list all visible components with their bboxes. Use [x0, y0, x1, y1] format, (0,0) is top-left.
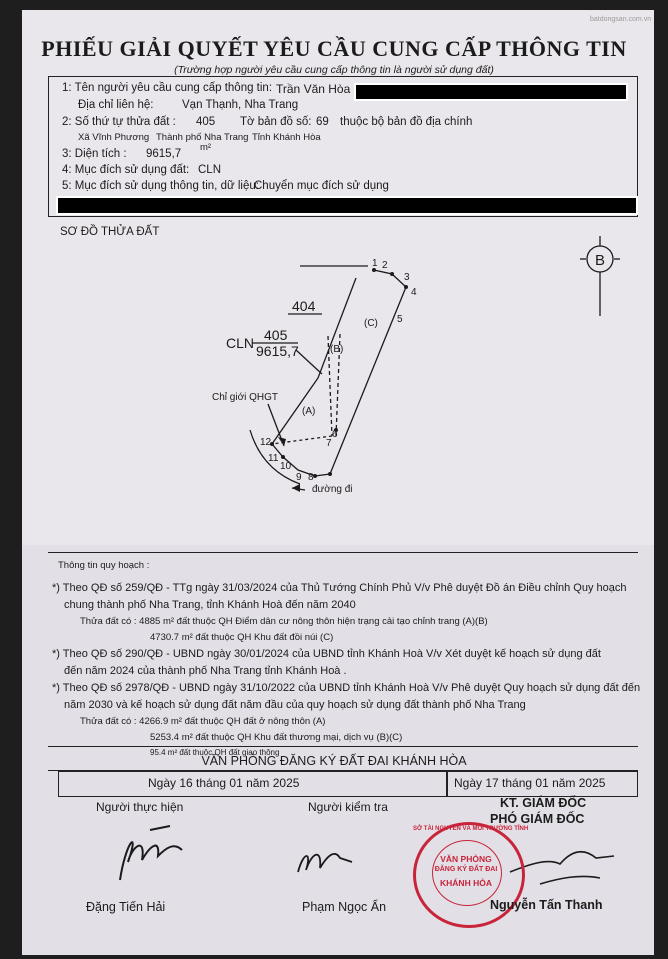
- decision-259-area-b: 4730.7 m² đất thuộc QH Khu đất đồi núi (C): [150, 632, 334, 643]
- parcel-area-label: 9615,7: [256, 343, 299, 359]
- vertex-8: 8: [308, 472, 314, 483]
- office-name: VĂN PHÒNG ĐĂNG KÝ ĐẤT ĐAI KHÁNH HÒA: [201, 754, 467, 768]
- director-role-line2: PHÓ GIÁM ĐỐC: [490, 812, 585, 826]
- diagram-section-label: SƠ ĐỒ THỬA ĐẤT: [60, 226, 160, 238]
- stamp-line-1: VĂN PHÒNG: [440, 854, 492, 864]
- director-role-line1: KT. GIÁM ĐỐC: [500, 796, 587, 810]
- land-use-value: CLN: [198, 164, 222, 176]
- vertex-7: 7: [326, 438, 332, 449]
- performer-signature: [120, 826, 182, 880]
- decision-2978-area-c: 95.4 m² đất thuộc QH đất giao thông: [150, 748, 280, 757]
- vertex-10: 10: [280, 461, 292, 472]
- city-text: Thành phố Nha Trang: [156, 132, 249, 143]
- address-label: Địa chỉ liên hệ:: [78, 99, 154, 111]
- zone-b-label: (B): [330, 344, 344, 355]
- checker-role: Người kiểm tra: [308, 800, 388, 814]
- decision-2978-line2: năm 2030 và kế hoạch sử dụng đất năm đầu của quy hoạch sử dụng đất thành phố Nha Trang: [64, 699, 526, 711]
- stamp-ring-text: SỞ TÀI NGUYÊN VÀ MÔI TRƯỜNG TỈNH: [413, 826, 529, 832]
- decision-290-line1: *) Theo QĐ số 290/QĐ - UBND ngày 30/01/2024 của UBND tỉnh Khánh Hoà V/v Xét duyệt kế hoạch sử dụng đất: [52, 648, 601, 660]
- map-sheet-label: Tờ bản đồ số:: [240, 116, 312, 128]
- vertex-1: 1: [372, 258, 378, 269]
- requester-name: Trần Văn Hòa: [276, 82, 351, 96]
- document-title: PHIẾU GIẢI QUYẾT YÊU CẦU CUNG CẤP THÔNG TIN: [41, 36, 627, 61]
- decision-290-line2: đến năm 2024 của thành phố Nha Trang tỉnh Khánh Hoà .: [64, 665, 347, 677]
- checker-signature: [298, 854, 352, 872]
- field-4-label: 4: Mục đích sử dụng đất:: [62, 164, 190, 176]
- area-value: 9615,7: [146, 148, 182, 160]
- vertex-5: 5: [397, 314, 403, 325]
- vertex-6: 6: [332, 429, 338, 440]
- parcel-number-value: 405: [196, 116, 216, 128]
- parcel-code-cln: CLN: [226, 335, 255, 351]
- decision-259-line2: chung thành phố Nha Trang, tỉnh Khánh Hoà đến năm 2040: [64, 599, 356, 611]
- checker-name: Phạm Ngọc Ẩn: [302, 900, 387, 914]
- decision-259-line1: *) Theo QĐ số 259/QĐ - TTg ngày 31/03/2024 của Thủ Tướng Chính Phủ V/v Phê duyệt Đồ án Điều chỉnh Quy hoạch: [52, 582, 627, 594]
- performer-role: Người thực hiện: [96, 800, 184, 814]
- vertex-3: 3: [404, 272, 410, 283]
- field-3-label: 3: Diện tích :: [62, 148, 127, 160]
- area-unit: m²: [200, 142, 212, 153]
- map-sheet-suffix: thuộc bộ bản đồ địa chính: [340, 116, 473, 128]
- compass-letter: B: [594, 252, 606, 269]
- qhgt-label: Chỉ giới QHGT: [212, 392, 279, 403]
- vertex-2: 2: [382, 260, 388, 271]
- zone-a-label: (A): [302, 406, 316, 417]
- field-5-label: 5: Mục đích sử dụng thông tin, dữ liệu:: [62, 180, 259, 192]
- ward-text: Xã Vĩnh Phương: [78, 132, 150, 143]
- field-2-label: 2: Số thứ tự thửa đất :: [62, 116, 176, 128]
- official-stamp-inner: [432, 840, 502, 906]
- date-left: Ngày 16 tháng 01 năm 2025: [148, 776, 300, 790]
- director-signature: [510, 852, 614, 884]
- decision-2978-area-a: Thửa đất có : 4266.9 m² đất thuộc QH đất ở nông thôn (A): [80, 716, 326, 727]
- map-sheet-value: 69: [316, 116, 329, 128]
- stamp-line-2: ĐĂNG KÝ ĐẤT ĐAI: [434, 866, 498, 873]
- field-1-label: 1: Tên người yêu cầu cung cấp thông tin:: [62, 82, 273, 94]
- vertex-12: 12: [260, 437, 272, 448]
- director-name: Nguyễn Tấn Thanh: [490, 898, 603, 912]
- road-label: đường đi: [312, 484, 353, 495]
- province-text: Tỉnh Khánh Hòa: [252, 132, 321, 143]
- vertex-9: 9: [296, 472, 302, 483]
- parcel-number-405: 405: [264, 327, 288, 343]
- vertex-4: 4: [411, 287, 417, 298]
- watermark: batdongsan.com.vn: [590, 16, 652, 23]
- planning-heading: Thông tin quy hoạch :: [58, 560, 150, 571]
- decision-2978-line1: *) Theo QĐ số 2978/QĐ - UBND ngày 31/10/2022 của UBND tỉnh Khánh Hoà V/v Phê duyệt Quy hoạch sử dụng đất đến: [52, 682, 641, 694]
- vertex-11: 11: [268, 453, 279, 464]
- decision-2978-area-b: 5253.4 m² đất thuộc QH Khu đất thương mại, dịch vụ (B)(C): [150, 732, 403, 743]
- performer-name: Đặng Tiến Hải: [86, 900, 166, 914]
- decision-259-area-a: Thửa đất có : 4885 m² đất thuộc QH Điểm dân cư nông thôn hiện trạng cải tạo chỉnh trang (A)(B): [80, 616, 488, 627]
- zone-c-label: (C): [364, 318, 378, 329]
- date-right: Ngày 17 tháng 01 năm 2025: [454, 776, 606, 790]
- purpose-value: Chuyển mục đích sử dụng: [254, 180, 389, 192]
- neighbor-parcel-404: 404: [292, 298, 316, 314]
- document-subtitle: (Trường hợp người yêu cầu cung cấp thông tin là người sử dụng đất): [174, 64, 494, 76]
- address-value: Vạn Thạnh, Nha Trang: [182, 99, 299, 111]
- stamp-line-3: KHÁNH HÒA: [440, 878, 492, 888]
